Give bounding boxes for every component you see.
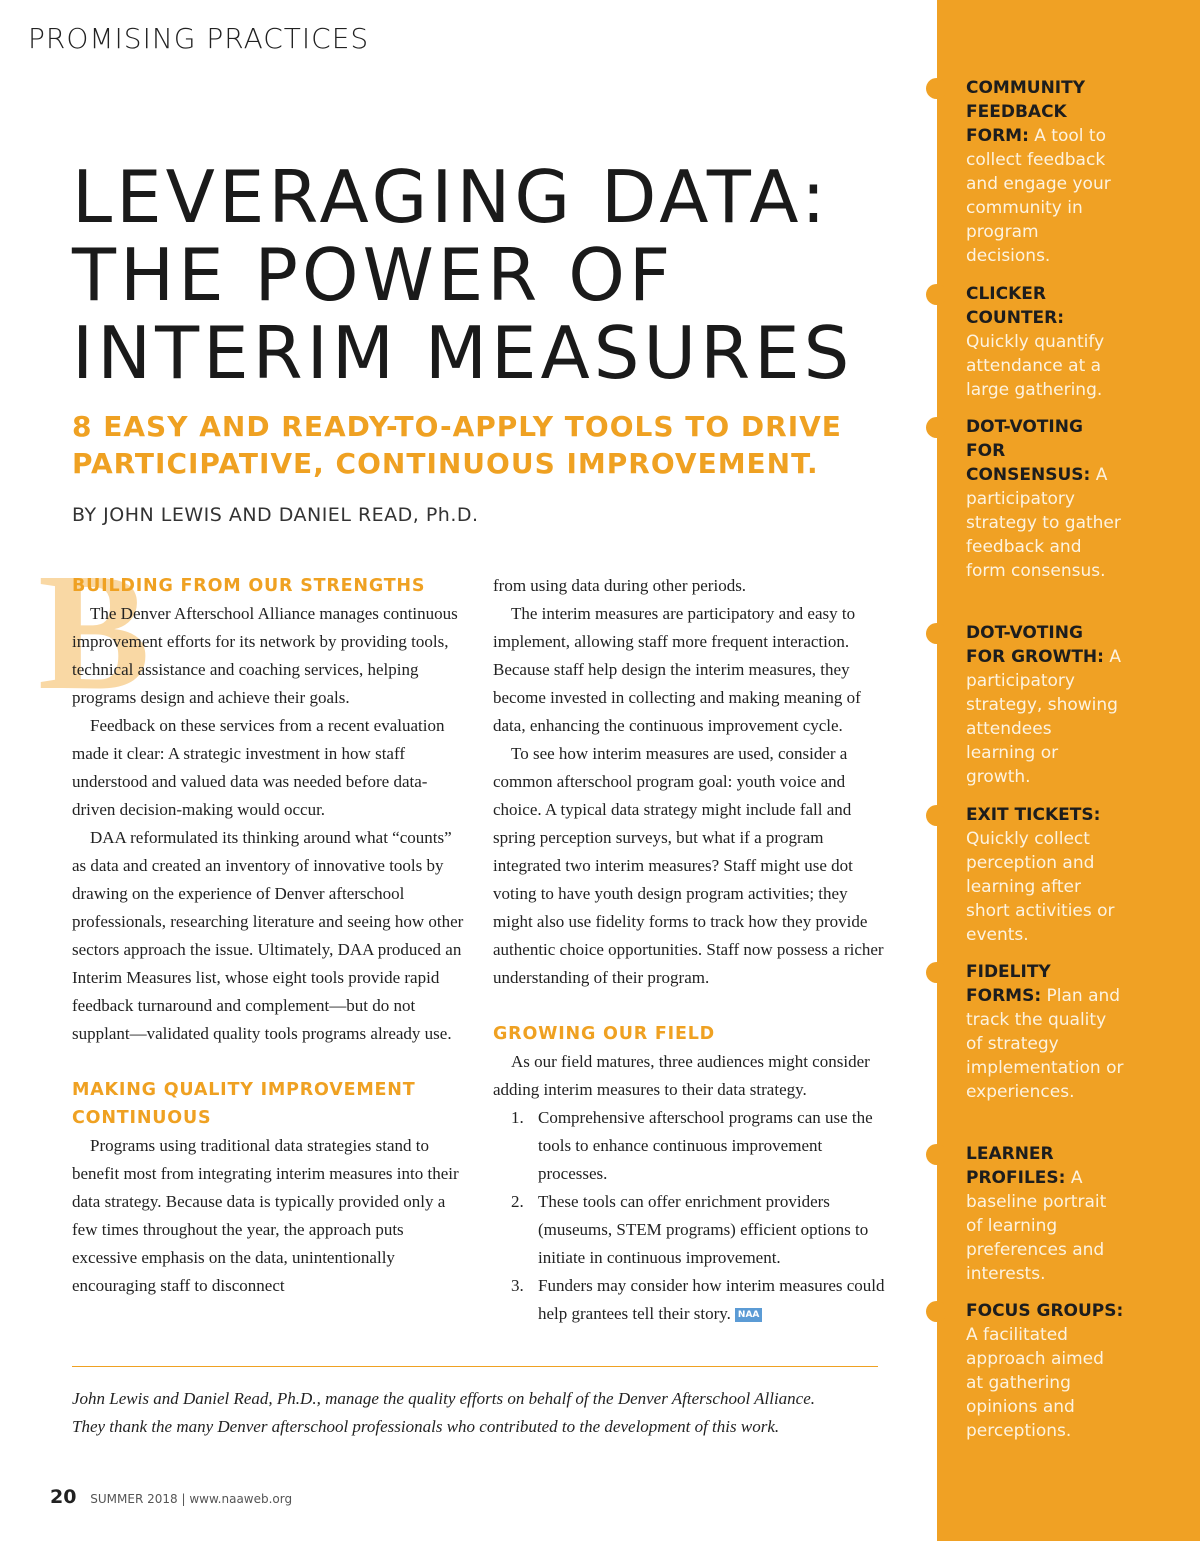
sidebar-item-focus-groups — [966, 1299, 1126, 1443]
naa-end-badge: NAA — [735, 1308, 762, 1322]
paragraph: The Denver Afterschool Alliance manages continuous improvement efforts for its network by providing tools, technical assistance and coaching services, helping programs design and achieve their goals. — [72, 604, 458, 707]
list-number: 2. — [511, 1192, 524, 1211]
paragraph: To see how interim measures are used, consider a common afterschool program goal: youth voice and choice. A typical data strategy might include fall and spring perception surveys, but what if a program integrated two interim measures? Staff might use dot voting to have youth design program activities; they might also use fidelity forms to track how they provide authentic choice opportunities. Staff now possess a richer understanding of their program. — [493, 744, 884, 987]
sidebar-item-title: COMMUNITY FEEDBACK FORM: — [966, 78, 1086, 146]
sidebar-item-learner-profiles — [966, 1142, 1126, 1286]
sidebar-item-desc: A participatory strategy to gather feedback and form consensus. — [966, 465, 1121, 581]
byline: BY JOHN LEWIS AND DANIEL READ, Ph.D. — [72, 504, 479, 526]
list-text: Comprehensive afterschool programs can use the tools to enhance continuous improvement processes. — [538, 1108, 873, 1183]
list-item — [493, 1272, 885, 1328]
list-item — [493, 1104, 885, 1188]
bullet-dot-icon — [928, 807, 945, 824]
sidebar-item-desc: Plan and track the quality of strategy implementation or experiences. — [966, 986, 1124, 1102]
sidebar-item-fidelity-forms — [966, 960, 1126, 1104]
page-number: 20 — [50, 1486, 77, 1508]
sidebar-item-title: EXIT TICKETS: — [966, 805, 1101, 825]
sidebar-item-title: DOT-VOTING FOR CONSENSUS: — [966, 417, 1091, 485]
sidebar-item-desc: A tool to collect feedback and engage your community in program decisions. — [966, 126, 1111, 266]
sidebar-item-desc: A participatory strategy, showing attendees learning or growth. — [966, 647, 1121, 787]
heading-growing-field: GROWING OUR FIELD — [493, 1024, 715, 1044]
page-footer — [50, 1486, 292, 1508]
bullet-dot-icon — [928, 625, 945, 642]
list-item — [493, 1188, 885, 1272]
sidebar-item-title: DOT-VOTING FOR GROWTH: — [966, 623, 1104, 667]
divider-rule — [72, 1366, 878, 1367]
heading-building-strengths: BUILDING FROM OUR STRENGTHS — [72, 576, 426, 596]
bullet-dot-icon — [928, 1303, 945, 1320]
paragraph: Programs using traditional data strategies stand to benefit most from integrating interim measures into their data strategy. Because data is typically provided only a few times throughout the year, the approach puts excessive emphasis on the data, unintentionally encouraging staff to disconnect — [72, 1136, 459, 1295]
paragraph: As our field matures, three audiences might consider adding interim measures to their data strategy. — [493, 1052, 870, 1099]
subtitle-line-2: PARTICIPATIVE, CONTINUOUS IMPROVEMENT. — [72, 447, 819, 480]
bio-line-1: John Lewis and Daniel Read, Ph.D., manage the quality efforts on behalf of the Denver Afterschool Alliance. — [72, 1389, 816, 1408]
bio-line-2: They thank the many Denver afterschool professionals who contributed to the development of this work. — [72, 1417, 780, 1436]
list-text: These tools can offer enrichment providers (museums, STEM programs) efficient options to initiate in continuous improvement. — [538, 1192, 869, 1267]
paragraph: DAA reformulated its thinking around what “counts” as data and created an inventory of innovative tools by drawing on the experience of Denver afterschool professionals, researching literature and seeing how other sectors approach the issue. Ultimately, DAA produced an Interim Measures list, whose eight tools provide rapid feedback turnaround and complement—but do not supplant—validated quality tools programs already use. — [72, 828, 464, 1043]
bullet-dot-icon — [928, 1146, 945, 1163]
subtitle-line-1: 8 EASY AND READY-TO-APPLY TOOLS TO DRIVE — [72, 410, 842, 443]
section-label: PROMISING PRACTICES — [28, 22, 370, 55]
sidebar-item-desc: Quickly quantify attendance at a large gathering. — [966, 332, 1105, 400]
article-title — [72, 155, 932, 395]
title-line-1: LEVERAGING DATA: — [72, 155, 830, 239]
list-number: 1. — [511, 1108, 524, 1127]
author-bio — [72, 1385, 892, 1441]
article-subtitle — [72, 408, 912, 482]
sidebar-item-clicker-counter — [966, 282, 1126, 402]
sidebar-item-title: CLICKER COUNTER: — [966, 284, 1065, 328]
audience-list — [493, 1104, 885, 1328]
sidebar-item-exit-tickets — [966, 803, 1126, 947]
list-text: Funders may consider how interim measures could help grantees tell their story. — [538, 1276, 885, 1323]
bullet-dot-icon — [928, 80, 945, 97]
sidebar-item-dot-voting-growth — [966, 621, 1126, 789]
bullet-dot-icon — [928, 964, 945, 981]
title-line-3: INTERIM MEASURES — [72, 311, 854, 395]
sidebar-item-desc: A facilitated approach aimed at gathering opinions and perceptions. — [966, 1325, 1104, 1441]
heading-quality-improvement: MAKING QUALITY IMPROVEMENT CONTINUOUS — [72, 1080, 416, 1128]
bullet-dot-icon — [928, 419, 945, 436]
column-left — [72, 572, 464, 1300]
drop-cap: B — [38, 539, 151, 725]
sidebar-item-title: FIDELITY FORMS: — [966, 962, 1051, 1006]
paragraph: The interim measures are participatory and easy to implement, allowing staff more frequent interaction. Because staff help design the interim measures, they become invested in collecting and making meaning of data, enhancing the continuous improvement cycle. — [493, 604, 861, 735]
list-number: 3. — [511, 1276, 524, 1295]
title-line-2: THE POWER OF — [72, 233, 675, 317]
sidebar-item-community-feedback-form — [966, 76, 1126, 268]
column-right — [493, 572, 885, 1328]
tools-sidebar — [937, 0, 1200, 1541]
paragraph: from using data during other periods. — [493, 576, 747, 595]
paragraph: Feedback on these services from a recent evaluation made it clear: A strategic investment in how staff understood and valued data was needed before data-driven decision-making would occur. — [72, 716, 445, 819]
bullet-dot-icon — [928, 286, 945, 303]
sidebar-item-desc: Quickly collect perception and learning after short activities or events. — [966, 829, 1115, 945]
sidebar-item-dot-voting-consensus — [966, 415, 1126, 583]
sidebar-item-title: FOCUS GROUPS: — [966, 1301, 1124, 1321]
issue-info: SUMMER 2018 | www.naaweb.org — [90, 1492, 293, 1506]
sidebar-item-desc: A baseline portrait of learning preferences and interests. — [966, 1168, 1107, 1284]
sidebar-item-title: LEARNER PROFILES: — [966, 1144, 1066, 1188]
